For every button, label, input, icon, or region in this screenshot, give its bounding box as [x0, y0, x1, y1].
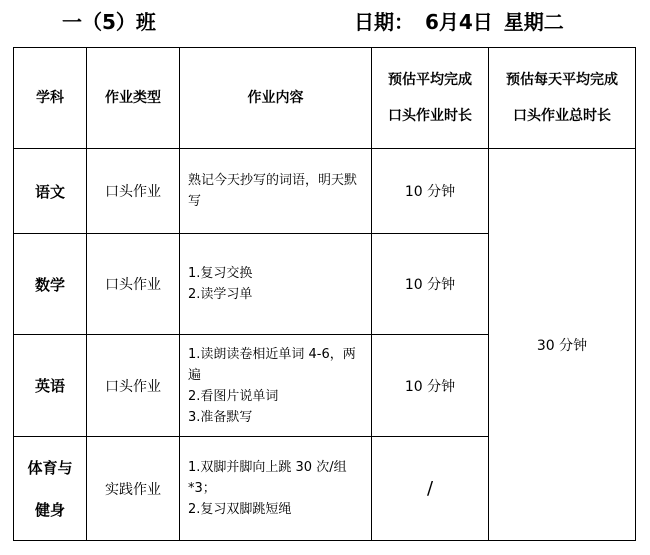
content-line: 2.看图片说单词: [188, 388, 279, 404]
subject-line2: 健身: [34, 500, 65, 519]
date-text: 日期： 6月4日 星期二: [354, 10, 564, 34]
time-cell: 10 分钟: [372, 335, 489, 437]
content-line: 熟记今天抄写的词语，明天默写: [188, 173, 358, 209]
header-total: [489, 48, 636, 149]
page-header: [0, 6, 650, 34]
subject-cell: 数学: [14, 234, 87, 335]
header-type: 作业类型: [87, 48, 180, 149]
content-cell: [180, 149, 372, 234]
content-line: 1.读朗读卷相近单词 4-6，两遍: [188, 346, 356, 383]
table-row: [14, 149, 636, 234]
header-content: 作业内容: [180, 48, 372, 149]
header-time-line1: 预估平均完成: [388, 72, 472, 88]
subject-cell: 英语: [14, 335, 87, 437]
type-cell: 实践作业: [87, 437, 180, 541]
table-header-row: [14, 48, 636, 149]
subject-cell: [14, 437, 87, 541]
header-total-line2: 口头作业总时长: [513, 108, 611, 124]
content-line: 2.复习双脚跳短绳: [188, 502, 292, 517]
content-cell: [180, 234, 372, 335]
subject-line1: 体育与: [27, 458, 73, 477]
header-time-line2: 口头作业时长: [388, 108, 472, 124]
type-cell: 口头作业: [87, 234, 180, 335]
content-line: 2.读学习单: [188, 287, 253, 302]
total-time-cell: 30 分钟: [489, 149, 636, 541]
header-time: [372, 48, 489, 149]
type-cell: 口头作业: [87, 149, 180, 234]
header-subject: 学科: [14, 48, 87, 149]
time-cell: 10 分钟: [372, 149, 489, 234]
header-total-line1: 预估每天平均完成: [506, 72, 618, 88]
type-cell: 口头作业: [87, 335, 180, 437]
content-cell: [180, 335, 372, 437]
time-cell: /: [372, 437, 489, 541]
content-line: 1.复习交换: [188, 266, 253, 281]
content-line: 3.准备默写: [188, 409, 253, 425]
subject-cell: 语文: [14, 149, 87, 234]
content-cell: [180, 437, 372, 541]
class-name: 一（5）班: [62, 10, 156, 34]
time-cell: 10 分钟: [372, 234, 489, 335]
content-line: 1.双脚并脚向上跳 30 次/组*3；: [188, 460, 347, 496]
homework-table: [13, 47, 636, 541]
